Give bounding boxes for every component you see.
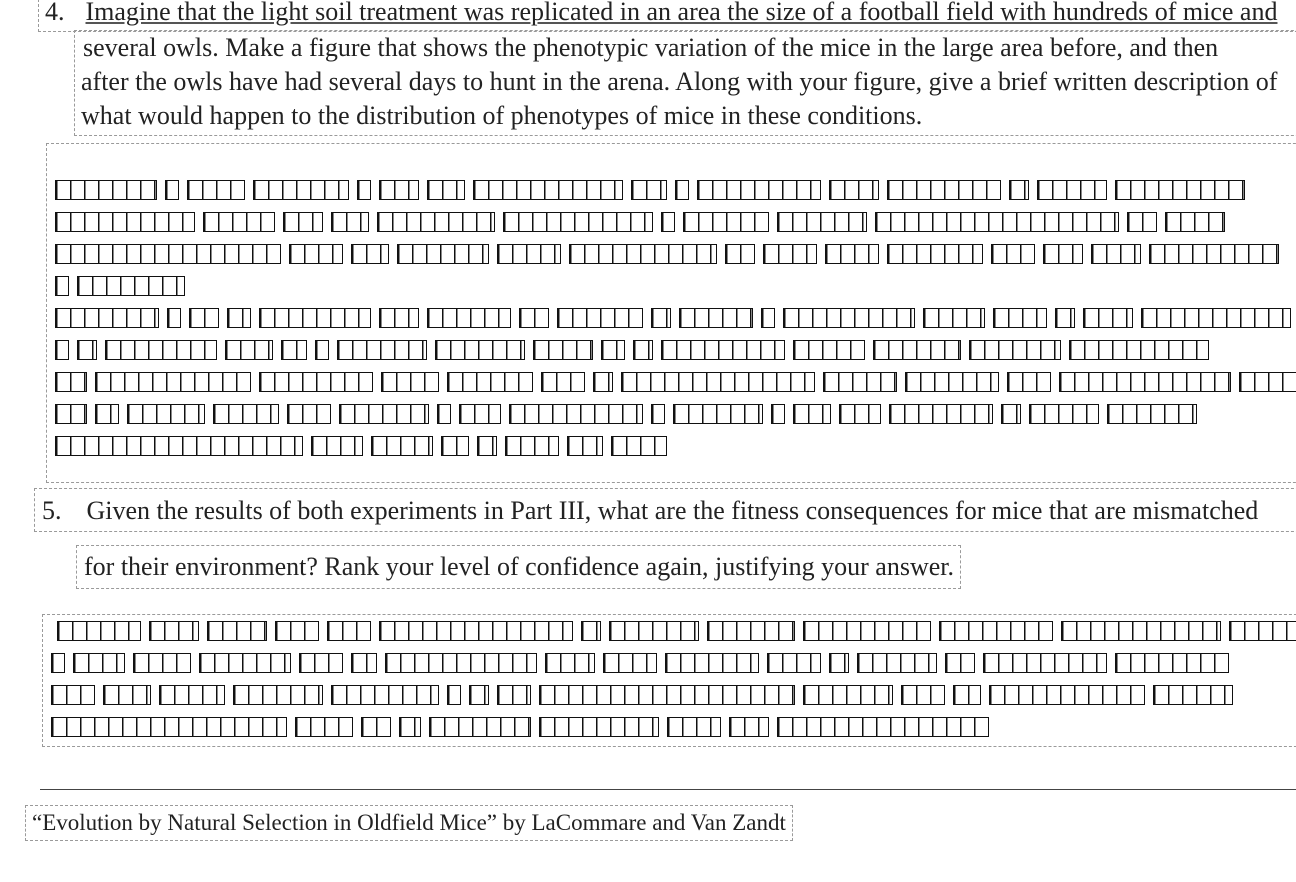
footer-citation: “Evolution by Natural Selection in Oldfield Mice” by LaCommare and Van Zandt	[25, 805, 793, 841]
question-5-line-1	[34, 488, 1296, 532]
question-5-line-2	[76, 545, 961, 589]
answer-line	[55, 430, 1296, 462]
answer-5-box	[42, 614, 1296, 747]
answer-line	[55, 238, 1296, 270]
answer-line	[55, 270, 1296, 302]
question-4-continuation	[74, 30, 1296, 136]
question-4-line-1	[38, 0, 1296, 32]
footer-divider	[40, 789, 1296, 790]
answer-line	[51, 679, 1296, 711]
question-number: 5.	[42, 496, 62, 525]
question-text: Imagine that the light soil treatment was replicated in an area the size of a football field with hundreds of mice and	[85, 0, 1278, 26]
question-text-line: what would happen to the distribution of phenotypes of mice in these conditions.	[81, 101, 923, 130]
answer-line	[51, 647, 1296, 679]
question-number: 4.	[45, 0, 65, 26]
answer-line	[51, 711, 1296, 743]
answer-line	[55, 302, 1296, 334]
question-text: Given the results of both experiments in Part III, what are the fitness consequences for mice that are mismatched	[86, 496, 1259, 525]
question-text-line: after the owls have had several days to hunt in the arena. Along with your figure, give a brief written description of	[81, 67, 1278, 96]
answer-line	[55, 366, 1296, 398]
answer-line	[55, 334, 1296, 366]
answer-line	[55, 206, 1296, 238]
question-text-line: several owls. Make a figure that shows the phenotypic variation of the mice in the large area before, and then	[83, 33, 1219, 62]
answer-4-box	[46, 143, 1296, 483]
answer-line	[55, 174, 1296, 206]
answer-line	[55, 398, 1296, 430]
question-text: for their environment? Rank your level of confidence again, justifying your answer.	[84, 552, 955, 581]
answer-line	[51, 615, 1296, 647]
